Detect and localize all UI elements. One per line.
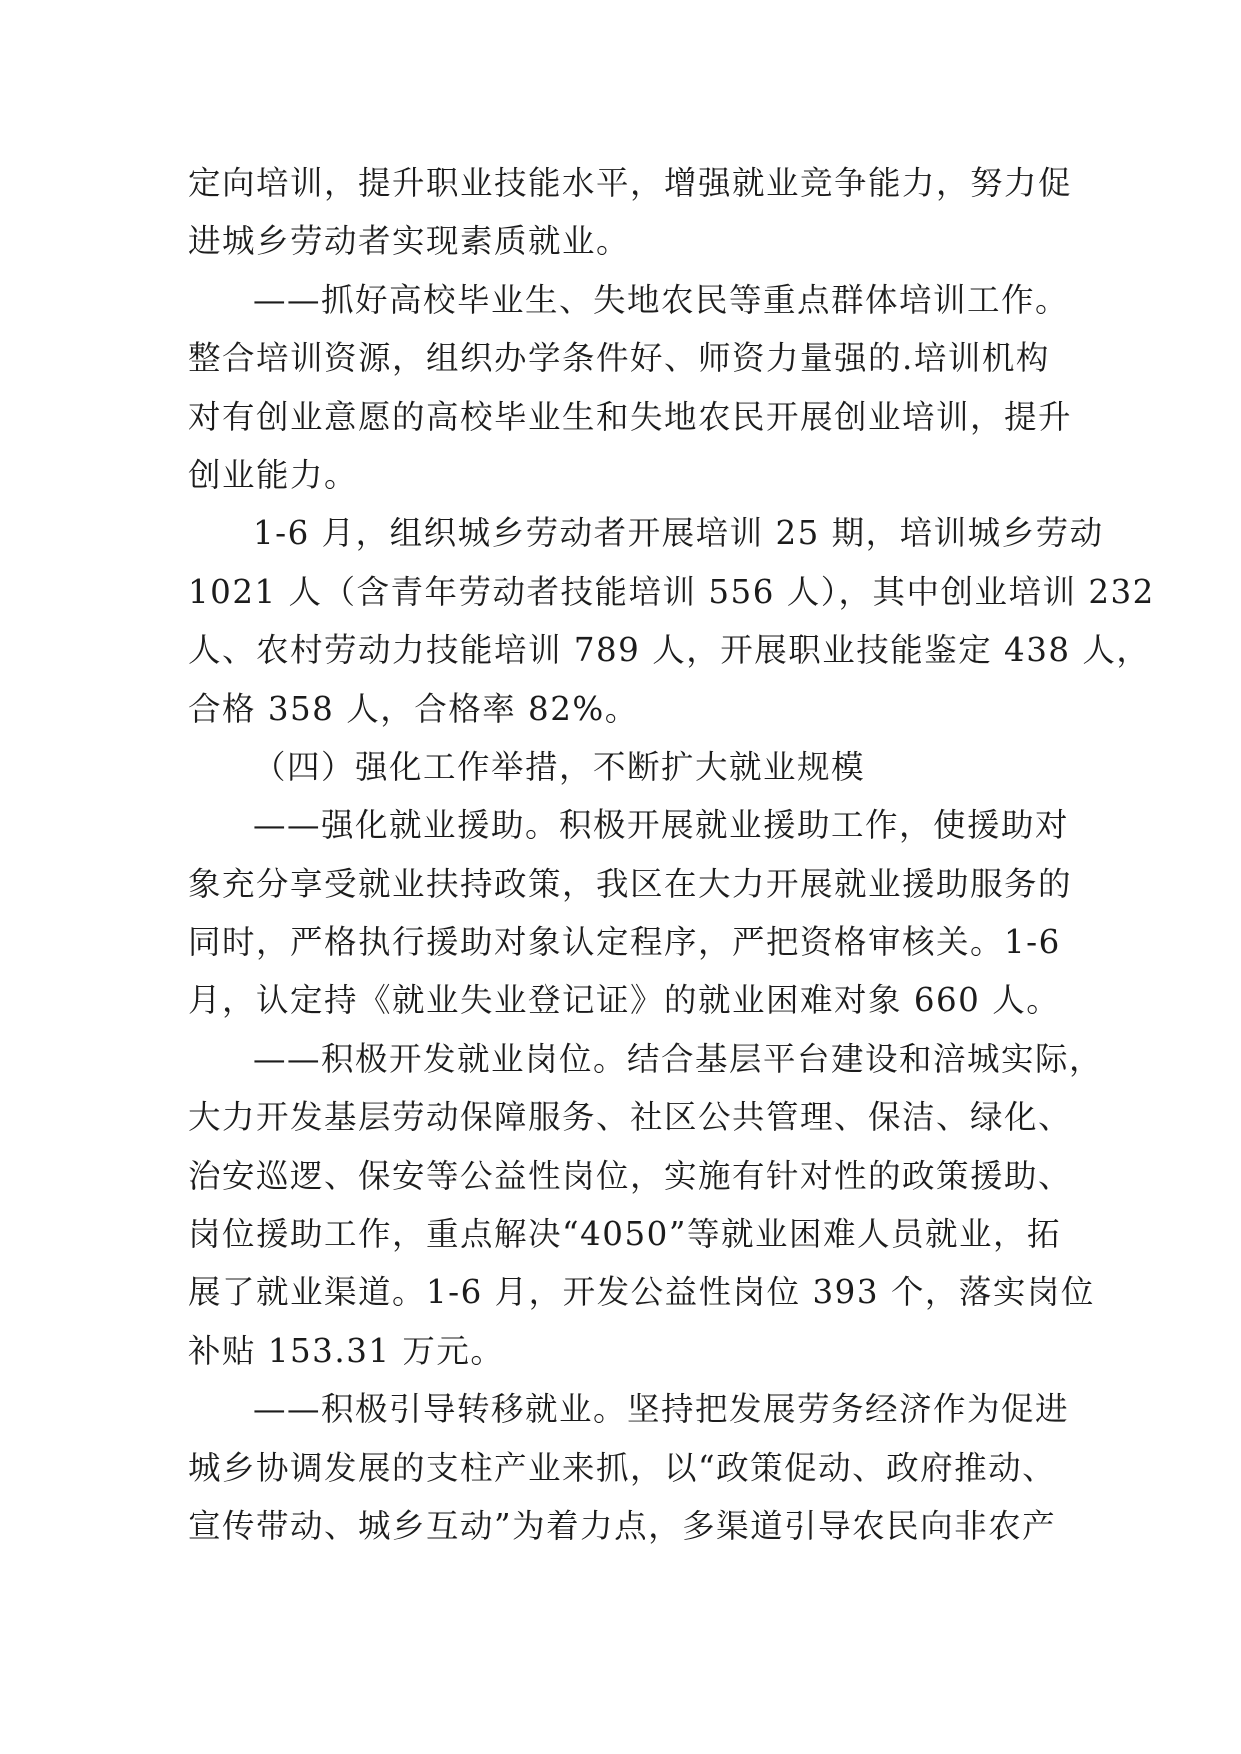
text-line: 补贴 153.31 万元。 (188, 1331, 505, 1370)
text-line: 治安巡逻、保安等公益性岗位，实施有针对性的政策援助、 (188, 1156, 1073, 1195)
text-line: 进城乡劳动者实现素质就业。 (188, 222, 631, 261)
text-line: 月，认定持《就业失业登记证》的就业困难对象 660 人。 (188, 981, 1061, 1020)
text-line: 定向培训，提升职业技能水平，增强就业竞争能力，努力促 (188, 164, 1073, 202)
text-line: ——抓好高校毕业生、失地农民等重点群体培训工作。 (253, 280, 1070, 319)
text-line: 1021 人（含青年劳动者技能培训 556 人），其中创业培训 232 (188, 572, 1155, 611)
text-line: 城乡协调发展的支柱产业来抓，以“政策促动、政府推动、 (188, 1448, 1057, 1487)
text-line: 展了就业渠道。1-6 月，开发公益性岗位 393 个，落实岗位 (188, 1273, 1095, 1312)
text-line: 象充分享受就业扶持政策，我区在大力开展就业援助服务的 (188, 864, 1073, 903)
text-line: 人、农村劳动力技能培训 789 人，开展职业技能鉴定 438 人， (188, 631, 1151, 670)
text-line: 宣传带动、城乡互动”为着力点，多渠道引导农民向非农产 (188, 1506, 1057, 1545)
text-line: 大力开发基层劳动保障服务、社区公共管理、保洁、绿化、 (188, 1098, 1073, 1137)
text-line: 同时，严格执行援助对象认定程序，严把资格审核关。1-6 (188, 923, 1061, 962)
text-line: 合格 358 人，合格率 82%。 (188, 689, 639, 728)
section-heading: （四）强化工作举措，不断扩大就业规模 (253, 747, 866, 786)
text-line: 对有创业意愿的高校毕业生和失地农民开展创业培训，提升 (188, 397, 1073, 436)
text-line: 1-6 月，组织城乡劳动者开展培训 25 期，培训城乡劳动 (253, 514, 1104, 553)
text-line: ——积极开发就业岗位。结合基层平台建设和涪城实际， (253, 1039, 1104, 1078)
text-line: ——强化就业援助。积极开展就业援助工作，使援助对 (253, 806, 1070, 845)
document-body (188, 154, 1155, 1555)
text-line: 创业能力。 (188, 455, 359, 494)
text-line: 整合培训资源，组织办学条件好、师资力量强的.培训机构 (188, 339, 1050, 378)
text-line: ——积极引导转移就业。坚持把发展劳务经济作为促进 (253, 1390, 1070, 1429)
text-line: 岗位援助工作，重点解决“4050”等就业困难人员就业，拓 (188, 1215, 1061, 1254)
